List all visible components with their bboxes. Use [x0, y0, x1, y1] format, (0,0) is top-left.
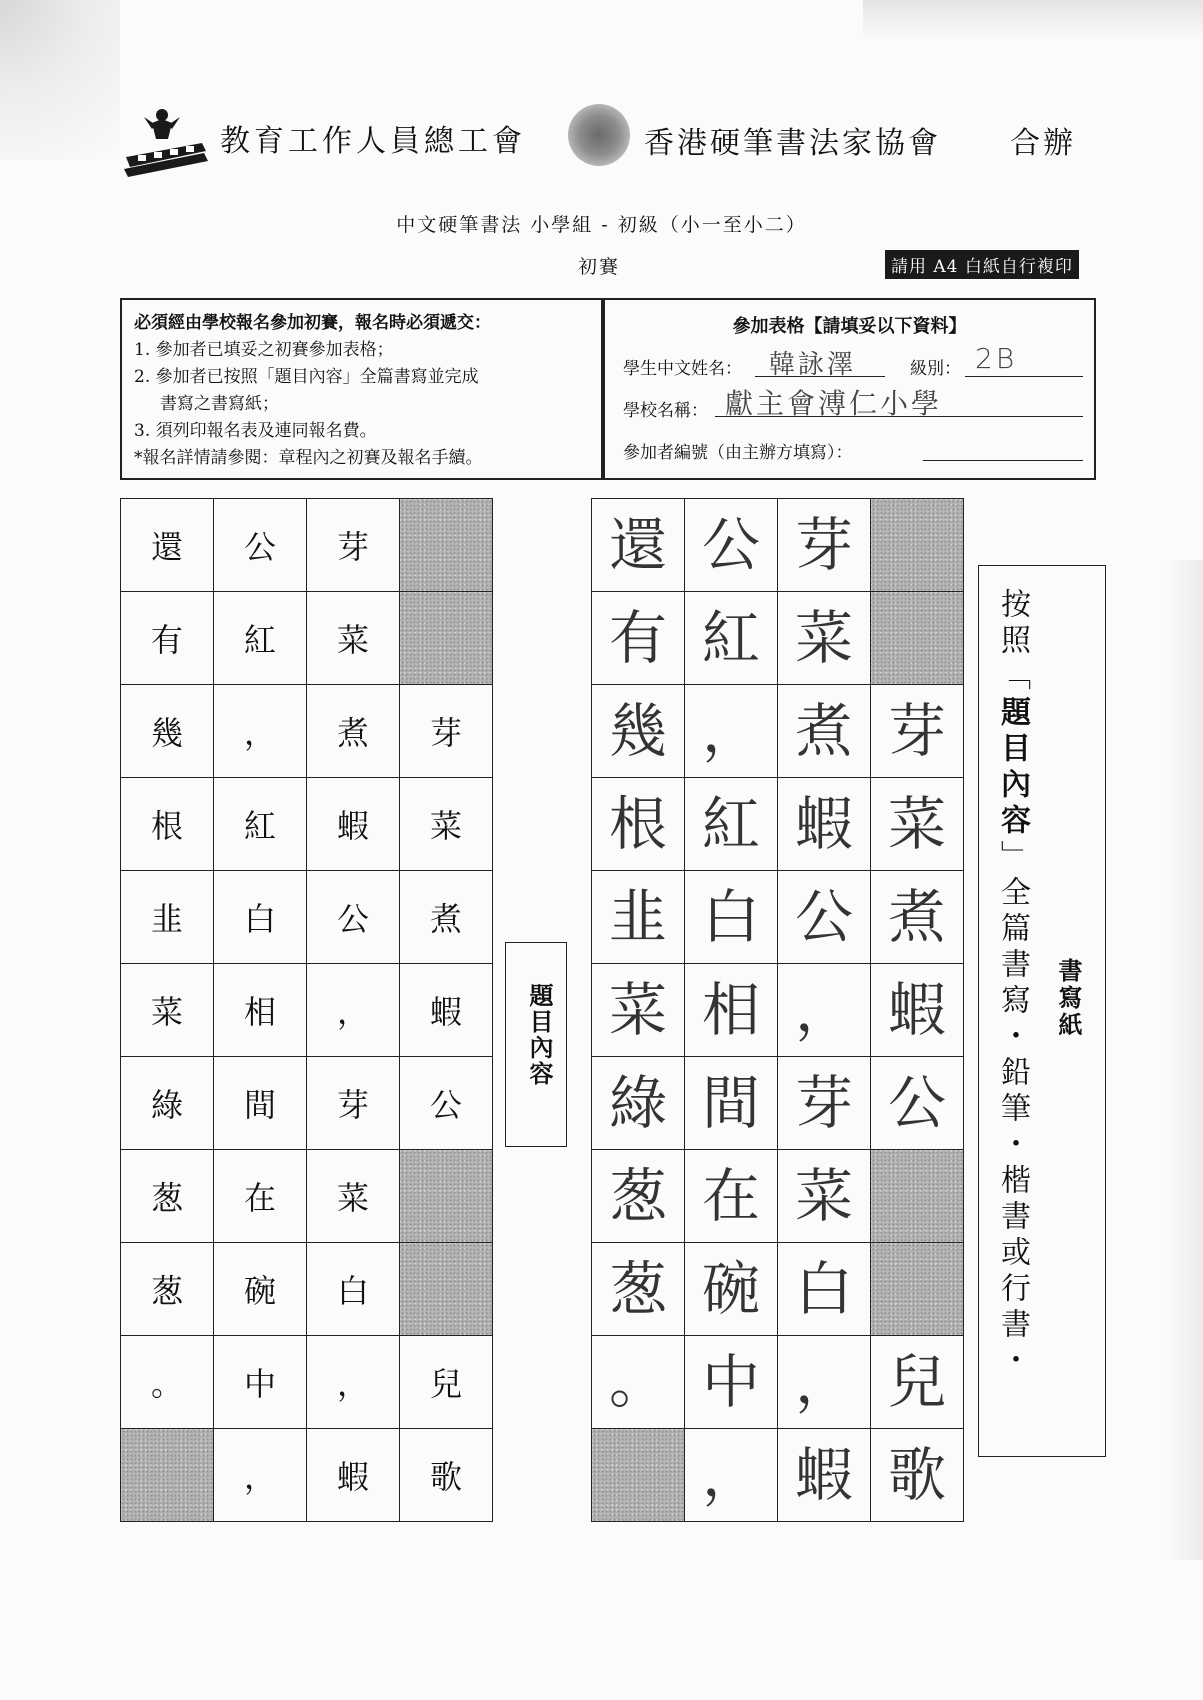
topic-grid-cell: 有 — [121, 592, 214, 685]
writing-grid-cell: 碗 — [685, 1243, 778, 1336]
writing-grid-cell: ， — [685, 685, 778, 778]
topic-grid-shaded-cell — [400, 1243, 493, 1336]
topic-grid-cell: 中 — [214, 1336, 307, 1429]
writing-grid-row — [592, 871, 964, 964]
writing-grid-cell: 韭 — [592, 871, 685, 964]
topic-grid-cell: 煮 — [307, 685, 400, 778]
topic-grid-cell: 葱 — [121, 1150, 214, 1243]
instruction-prefix: 按照「 — [995, 588, 1030, 696]
scan-speckle-top-left — [0, 0, 120, 160]
topic-grid-shaded-cell — [121, 1429, 214, 1522]
topic-grid-row — [121, 778, 493, 871]
writing-grid-cell: 芽 — [778, 1057, 871, 1150]
writing-grid-shaded-cell — [592, 1429, 685, 1522]
topic-content-label-box — [505, 942, 567, 1147]
class-field[interactable] — [965, 342, 1083, 377]
organizer-calligraphy-association: 香港硬筆書法家協會 — [644, 126, 941, 161]
topic-grid-cell: 菜 — [121, 964, 214, 1057]
topic-grid-cell: 根 — [121, 778, 214, 871]
writing-grid-row — [592, 1150, 964, 1243]
topic-grid-row — [121, 499, 493, 592]
class-value: 2B — [975, 342, 1018, 375]
requirement-item: 1. 參加者已填妥之初賽參加表格； — [134, 340, 394, 360]
writing-grid-cell: 菜 — [871, 778, 964, 871]
writing-grid-row — [592, 964, 964, 1057]
organizer-education-union: 教育工作人員總工會 — [220, 124, 526, 159]
writing-grid-row — [592, 1057, 964, 1150]
calligraphy-association-logo-icon — [568, 104, 630, 166]
student-name-field[interactable] — [755, 350, 885, 380]
topic-grid-row — [121, 871, 493, 964]
topic-grid-row — [121, 964, 493, 1057]
scan-speckle-top-right — [863, 0, 1203, 40]
instruction-emphasis: 題目內容 — [995, 696, 1030, 840]
topic-grid-cell: 。 — [121, 1336, 214, 1429]
writing-grid-cell: 中 — [685, 1336, 778, 1429]
topic-grid-cell: 煮 — [400, 871, 493, 964]
topic-grid-cell: ， — [307, 1336, 400, 1429]
topic-grid-shaded-cell — [400, 592, 493, 685]
writing-grid-cell: 葱 — [592, 1243, 685, 1336]
writing-grid-cell: 紅 — [685, 778, 778, 871]
requirement-item: 3. 須列印報名表及連同報名費。 — [134, 421, 377, 441]
writing-grid-cell: 菜 — [778, 1150, 871, 1243]
school-name-field[interactable] — [715, 387, 1083, 420]
topic-grid-cell: 歌 — [400, 1429, 493, 1522]
topic-grid-cell: 幾 — [121, 685, 214, 778]
topic-grid-cell: 蝦 — [307, 778, 400, 871]
topic-grid-cell: ， — [214, 1429, 307, 1522]
topic-grid-row — [121, 1429, 493, 1522]
topic-grid-cell: 白 — [307, 1243, 400, 1336]
writing-grid-cell: 幾 — [592, 685, 685, 778]
writing-grid-row — [592, 592, 964, 685]
requirement-note: *報名詳情請參閱：章程內之初賽及報名手續。 — [134, 448, 483, 468]
school-name-value: 獻主會溥仁小學 — [725, 387, 943, 420]
writing-grid-row — [592, 685, 964, 778]
requirements-box — [120, 298, 603, 480]
topic-grid-cell: 間 — [214, 1057, 307, 1150]
requirements-title: 必須經由學校報名參加初賽，報名時必須遞交： — [134, 313, 491, 333]
writing-grid-cell: 芽 — [871, 685, 964, 778]
writing-grid-cell: 根 — [592, 778, 685, 871]
topic-grid-cell: 相 — [214, 964, 307, 1057]
topic-grid-cell: 公 — [307, 871, 400, 964]
writing-grid-cell: 白 — [778, 1243, 871, 1336]
writing-grid-cell: 兒 — [871, 1336, 964, 1429]
topic-content-label: 題目內容 — [525, 983, 554, 1087]
writing-grid-cell: 菜 — [592, 964, 685, 1057]
entry-form-title: 參加表格【請填妥以下資料】 — [732, 316, 967, 337]
writing-grid-cell: 公 — [778, 871, 871, 964]
school-name-label: 學校名稱： — [623, 401, 708, 421]
topic-grid-cell: 白 — [214, 871, 307, 964]
writing-grid-row — [592, 1336, 964, 1429]
topic-grid-cell: 在 — [214, 1150, 307, 1243]
scan-speckle-right — [1163, 560, 1203, 1560]
topic-grid-cell: 公 — [214, 499, 307, 592]
topic-grid-row — [121, 592, 493, 685]
topic-grid-cell: 韭 — [121, 871, 214, 964]
writing-grid-shaded-cell — [871, 1243, 964, 1336]
topic-grid-cell: 蝦 — [400, 964, 493, 1057]
topic-grid-cell: 紅 — [214, 592, 307, 685]
writing-grid-shaded-cell — [871, 499, 964, 592]
topic-grid-cell: ， — [307, 964, 400, 1057]
writing-grid-shaded-cell — [871, 1150, 964, 1243]
writing-grid-cell: 公 — [685, 499, 778, 592]
writing-grid — [591, 498, 964, 1522]
writing-grid-cell: 。 — [592, 1336, 685, 1429]
writing-grid-cell: 間 — [685, 1057, 778, 1150]
writing-grid-shaded-cell — [871, 592, 964, 685]
competition-title: 中文硬筆書法 小學組 - 初級（小一至小二） — [396, 214, 807, 236]
topic-grid-cell: 紅 — [214, 778, 307, 871]
topic-grid-cell: 芽 — [307, 499, 400, 592]
writing-grid-row — [592, 1429, 964, 1522]
topic-grid-cell: 兒 — [400, 1336, 493, 1429]
entry-form-box — [603, 298, 1096, 480]
co-organize-label: 合辦 — [1010, 126, 1076, 161]
writing-grid-cell: ， — [778, 1336, 871, 1429]
requirement-item: 書寫之書寫紙； — [160, 394, 279, 414]
instruction-suffix: 」全篇書寫・鉛筆・楷書或行書・ — [995, 840, 1030, 1380]
topic-grid-cell: 菜 — [307, 1150, 400, 1243]
topic-grid-cell: 綠 — [121, 1057, 214, 1150]
student-name-value: 韓詠澤 — [769, 350, 857, 380]
writing-grid-cell: 葱 — [592, 1150, 685, 1243]
topic-grid-row — [121, 1336, 493, 1429]
writing-grid-cell: 煮 — [778, 685, 871, 778]
writing-grid-cell: 歌 — [871, 1429, 964, 1522]
topic-grid-shaded-cell — [400, 1150, 493, 1243]
writing-grid-cell: 白 — [685, 871, 778, 964]
topic-grid-cell: 公 — [400, 1057, 493, 1150]
writing-grid-cell: 菜 — [778, 592, 871, 685]
writing-grid-cell: 煮 — [871, 871, 964, 964]
topic-grid-cell: 菜 — [400, 778, 493, 871]
union-logo-icon — [122, 105, 210, 177]
topic-grid-shaded-cell — [400, 499, 493, 592]
topic-content-grid — [120, 498, 493, 1522]
writing-grid-cell: 紅 — [685, 592, 778, 685]
writing-grid-cell: 在 — [685, 1150, 778, 1243]
instruction-box — [978, 565, 1106, 1457]
writing-grid-cell: 相 — [685, 964, 778, 1057]
topic-grid-row — [121, 1150, 493, 1243]
instruction-text — [995, 588, 1030, 1380]
topic-grid-row — [121, 1243, 493, 1336]
topic-grid-cell: 芽 — [307, 1057, 400, 1150]
topic-grid-cell: 芽 — [400, 685, 493, 778]
writing-grid-cell: ， — [778, 964, 871, 1057]
participant-number-label: 參加者編號（由主辦方填寫）： — [623, 443, 853, 463]
class-label: 級別： — [910, 359, 961, 379]
writing-grid-row — [592, 778, 964, 871]
topic-grid-cell: 蝦 — [307, 1429, 400, 1522]
student-name-label: 學生中文姓名： — [623, 359, 742, 379]
participant-number-field[interactable] — [923, 434, 1083, 461]
writing-grid-cell: 蝦 — [871, 964, 964, 1057]
writing-grid-cell: 還 — [592, 499, 685, 592]
print-note-badge: 請用 A4 白紙自行複印 — [885, 250, 1079, 279]
writing-grid-cell: ， — [685, 1429, 778, 1522]
topic-grid-cell: 菜 — [307, 592, 400, 685]
writing-grid-row — [592, 1243, 964, 1336]
writing-grid-cell: 蝦 — [778, 778, 871, 871]
topic-grid-cell: ， — [214, 685, 307, 778]
writing-grid-cell: 有 — [592, 592, 685, 685]
writing-grid-cell: 綠 — [592, 1057, 685, 1150]
topic-grid-cell: 碗 — [214, 1243, 307, 1336]
topic-grid-row — [121, 685, 493, 778]
writing-paper-label: 書寫紙 — [1054, 958, 1083, 1039]
requirement-item: 2. 參加者已按照「題目內容」全篇書寫並完成 — [134, 367, 479, 387]
topic-grid-cell: 葱 — [121, 1243, 214, 1336]
writing-grid-cell: 蝦 — [778, 1429, 871, 1522]
round-label: 初賽 — [578, 256, 621, 278]
writing-grid-cell: 公 — [871, 1057, 964, 1150]
writing-grid-cell: 芽 — [778, 499, 871, 592]
topic-grid-row — [121, 1057, 493, 1150]
topic-grid-cell: 還 — [121, 499, 214, 592]
writing-grid-row — [592, 499, 964, 592]
